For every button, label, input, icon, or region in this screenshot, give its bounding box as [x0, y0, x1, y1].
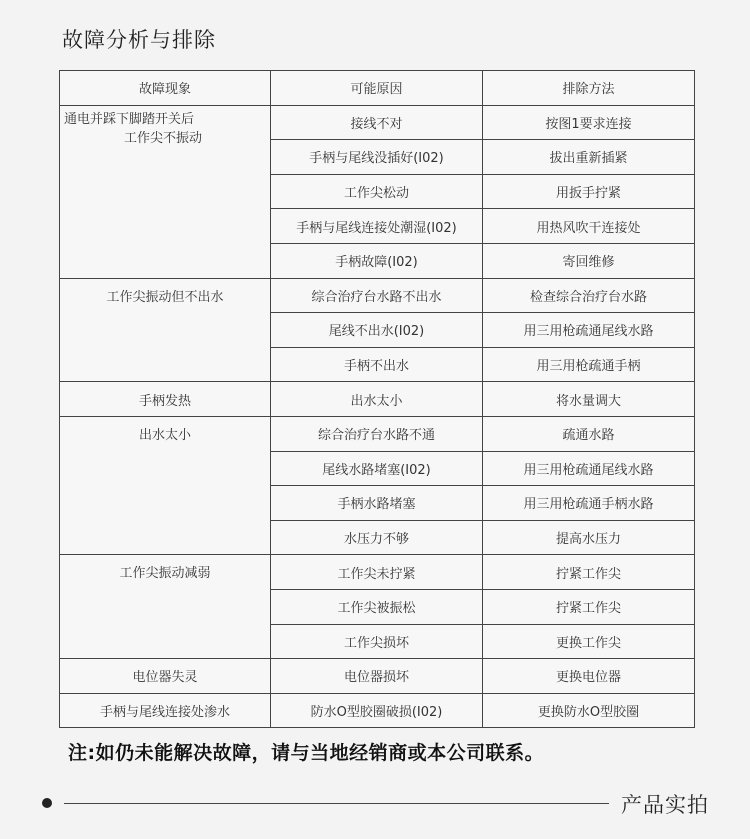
cause-cell: 防水O型胶圈破损(I02) [271, 693, 483, 728]
remedy-cell: 提高水压力 [483, 520, 695, 555]
cause-cell: 手柄不出水 [271, 347, 483, 382]
table-row [60, 659, 695, 694]
cause-cell: 尾线水路堵塞(I02) [271, 451, 483, 486]
symptom-cell: 工作尖振动但不出水 [60, 278, 271, 382]
footer-bullet-dot [42, 798, 52, 808]
cause-cell: 出水太小 [271, 382, 483, 417]
remedy-cell: 更换电位器 [483, 659, 695, 694]
header-remedy: 排除方法 [483, 71, 695, 106]
cause-cell: 手柄与尾线连接处潮湿(I02) [271, 209, 483, 244]
cause-cell: 手柄故障(I02) [271, 243, 483, 278]
cause-cell: 综合治疗台水路不出水 [271, 278, 483, 313]
remedy-cell: 拧紧工作尖 [483, 589, 695, 624]
table-row [60, 416, 695, 451]
section-title: 故障分析与排除 [62, 28, 216, 52]
symptom-line: 工作尖不振动 [124, 130, 203, 146]
header-cause: 可能原因 [271, 71, 483, 106]
symptom-cell: 电位器失灵 [60, 659, 271, 694]
cause-cell: 综合治疗台水路不通 [271, 416, 483, 451]
remedy-cell: 更换工作尖 [483, 624, 695, 659]
cause-cell: 工作尖被振松 [271, 589, 483, 624]
remedy-cell: 拔出重新插紧 [483, 140, 695, 175]
symptom-line: 通电并踩下脚踏开关后 [64, 111, 195, 127]
cause-cell: 电位器损坏 [271, 659, 483, 694]
remedy-cell: 用三用枪疏通手柄 [483, 347, 695, 382]
table-row [60, 555, 695, 590]
table-header-row [60, 71, 695, 106]
table-row [60, 105, 695, 140]
cause-cell: 接线不对 [271, 105, 483, 140]
remedy-cell: 将水量调大 [483, 382, 695, 417]
cause-cell: 手柄水路堵塞 [271, 486, 483, 521]
cause-cell: 手柄与尾线没插好(I02) [271, 140, 483, 175]
cause-cell: 水压力不够 [271, 520, 483, 555]
cause-cell: 工作尖未拧紧 [271, 555, 483, 590]
remedy-cell: 疏通水路 [483, 416, 695, 451]
remedy-cell: 用扳手拧紧 [483, 174, 695, 209]
symptom-cell: 手柄与尾线连接处渗水 [60, 693, 271, 728]
cause-cell: 尾线不出水(I02) [271, 313, 483, 348]
table-row [60, 382, 695, 417]
symptom-cell: 手柄发热 [60, 382, 271, 417]
table-row [60, 278, 695, 313]
remedy-cell: 寄回维修 [483, 243, 695, 278]
remedy-cell: 用三用枪疏通手柄水路 [483, 486, 695, 521]
footer-divider [64, 803, 609, 804]
note-text: 注:如仍未能解决故障，请与当地经销商或本公司联系。 [68, 742, 545, 764]
symptom-cell: 出水太小 [60, 416, 271, 554]
cause-cell: 工作尖松动 [271, 174, 483, 209]
remedy-cell: 拧紧工作尖 [483, 555, 695, 590]
remedy-cell: 更换防水O型胶圈 [483, 693, 695, 728]
cause-cell: 工作尖损坏 [271, 624, 483, 659]
header-symptom: 故障现象 [60, 71, 271, 106]
table-row [60, 693, 695, 728]
remedy-cell: 用三用枪疏通尾线水路 [483, 451, 695, 486]
remedy-cell: 按图1要求连接 [483, 105, 695, 140]
remedy-cell: 用热风吹干连接处 [483, 209, 695, 244]
remedy-cell: 用三用枪疏通尾线水路 [483, 313, 695, 348]
footer-label: 产品实拍 [621, 793, 709, 817]
symptom-cell [60, 105, 271, 278]
fault-table [59, 70, 695, 728]
remedy-cell: 检查综合治疗台水路 [483, 278, 695, 313]
symptom-cell: 工作尖振动减弱 [60, 555, 271, 659]
